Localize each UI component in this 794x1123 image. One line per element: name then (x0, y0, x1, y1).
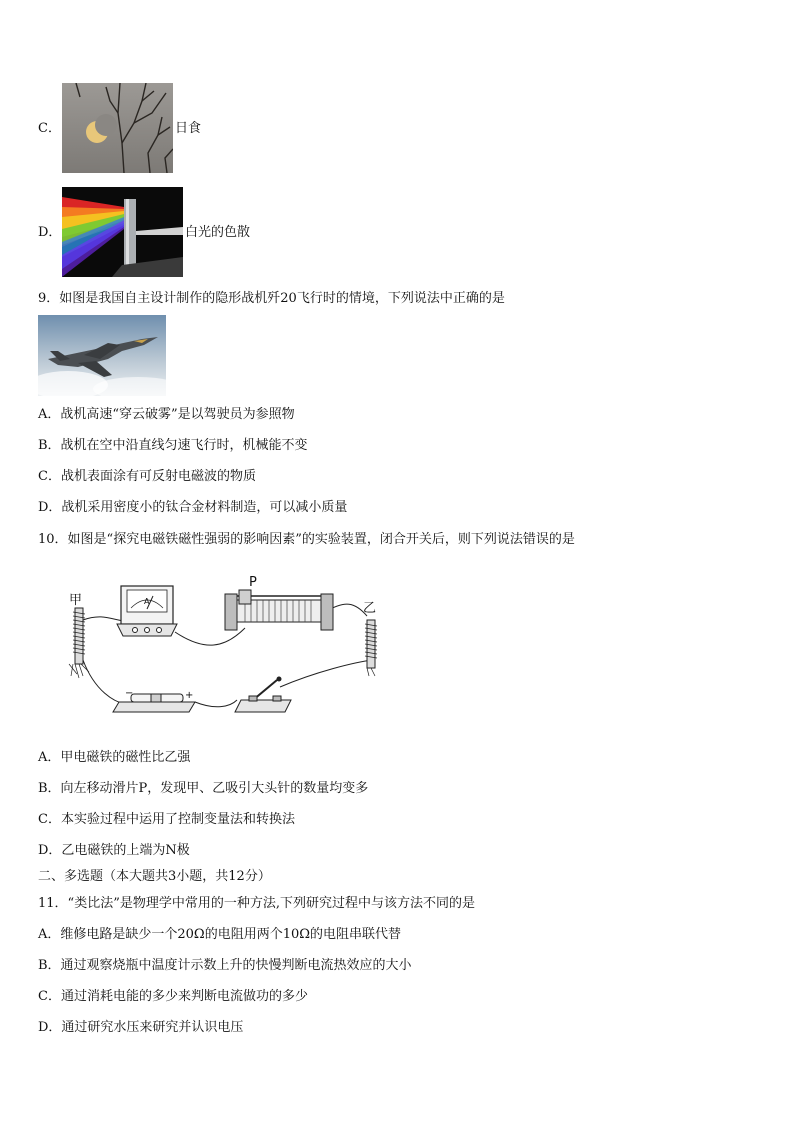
stealth-fighter-image (38, 315, 166, 396)
battery-minus: − (125, 688, 134, 699)
q9-option-d: D．战机采用密度小的钛合金材料制造，可以减小质量 (38, 500, 348, 515)
q8-option-c-caption: 日食 (175, 121, 202, 136)
prism-illustration (62, 187, 183, 277)
q11-option-d: D．通过研究水压来研究并认识电压 (38, 1020, 244, 1035)
sliding-rheostat (225, 590, 333, 630)
ammeter-symbol: A (144, 597, 150, 606)
ammeter (117, 586, 177, 636)
section-heading: 二、多选题（本大题共3小题，共12分） (38, 869, 271, 884)
label-p: P (249, 575, 257, 590)
q10-option-c: C．本实验过程中运用了控制变量法和转换法 (38, 812, 295, 827)
q8-option-c-label: C． (38, 121, 61, 136)
fighter-jet-illustration (38, 315, 166, 396)
q10-stem: 10．如图是“探究电磁铁磁性强弱的影响因素”的实验装置，闭合开关后，则下列说法错误的是 (38, 532, 575, 547)
q9-option-a: A．战机高速“穿云破雾”是以驾驶员为参照物 (38, 407, 295, 422)
q10-option-b: B．向左移动滑片P，发现甲、乙吸引大头针的数量均变多 (38, 781, 369, 796)
eclipse-illustration (62, 83, 173, 173)
light-dispersion-image (62, 187, 183, 277)
circuit-diagram (55, 572, 385, 720)
q11-option-c: C．通过消耗电能的多少来判断电流做功的多少 (38, 989, 308, 1004)
q10-option-d: D．乙电磁铁的上端为N极 (38, 843, 190, 858)
battery-plus: + (185, 690, 194, 701)
electromagnet-yi (365, 620, 377, 676)
electromagnet-circuit-figure (55, 572, 385, 720)
q11-stem: 11．“类比法”是物理学中常用的一种方法,下列研究过程中与该方法不同的是 (38, 896, 475, 911)
knife-switch (235, 677, 291, 713)
q11-option-b: B．通过观察烧瓶中温度计示数上升的快慢判断电流热效应的大小 (38, 958, 412, 973)
q8-option-d-label: D． (38, 225, 62, 240)
q11-option-a: A．维修电路是缺少一个20Ω的电阻用两个10Ω的电阻串联代替 (38, 927, 402, 942)
q8-option-d-caption: 白光的色散 (185, 225, 251, 240)
solar-eclipse-image (62, 83, 173, 173)
q10-option-a: A．甲电磁铁的磁性比乙强 (38, 750, 191, 765)
q9-option-c: C．战机表面涂有可反射电磁波的物质 (38, 469, 256, 484)
q9-option-b: B．战机在空中沿直线匀速飞行时，机械能不变 (38, 438, 308, 453)
q9-stem: 9．如图是我国自主设计制作的隐形战机歼20飞行时的情境，下列说法中正确的是 (38, 291, 505, 306)
label-yi: 乙 (363, 601, 377, 616)
label-jia: 甲 (69, 593, 83, 608)
